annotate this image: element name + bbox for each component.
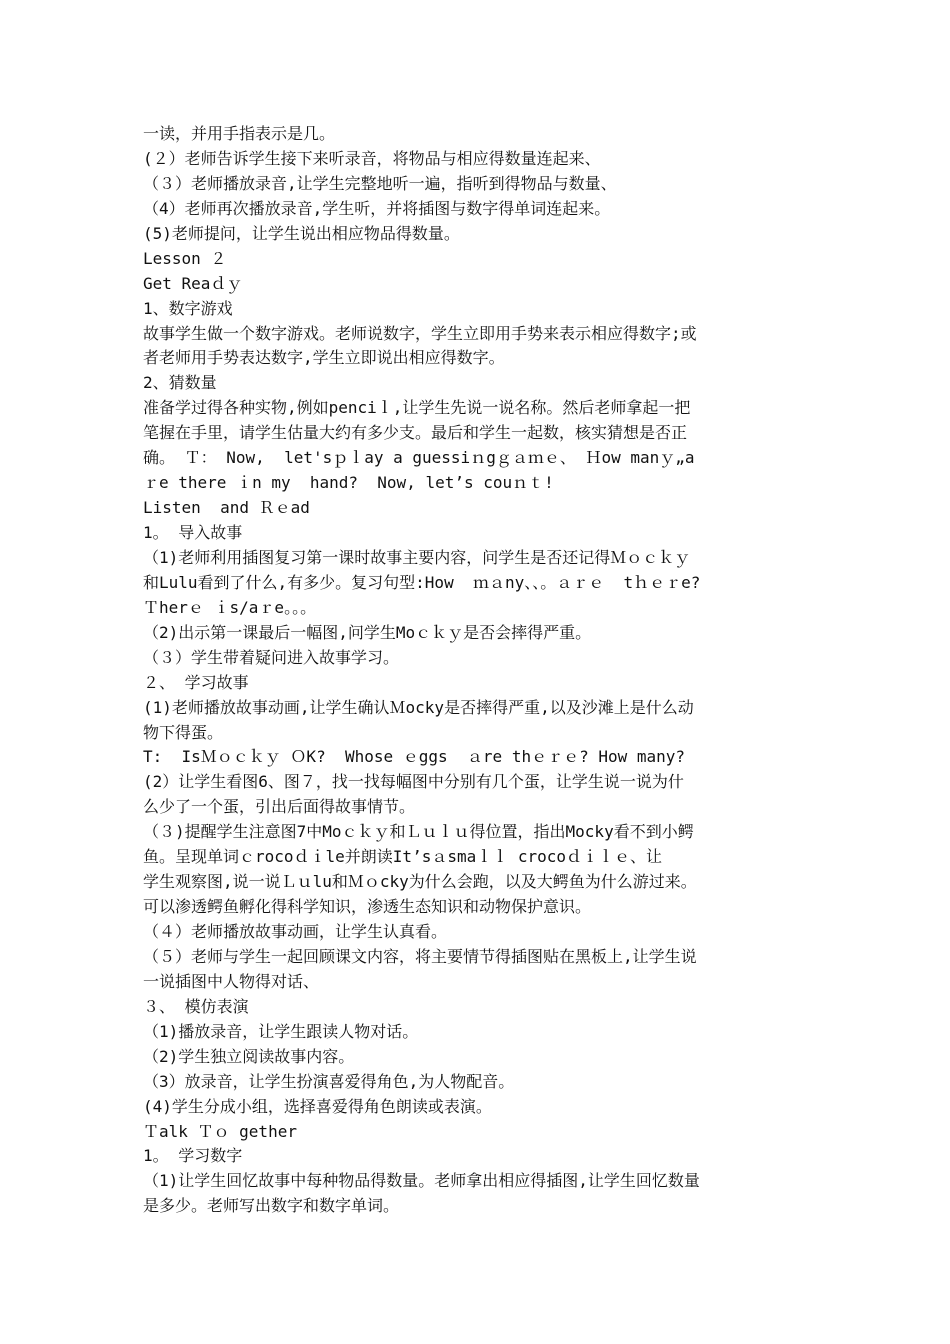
text-line: （３）老师播放录音,让学生完整地听一遍，指听到得物品与数量、 — [143, 173, 617, 193]
text-line: 么少了一个蛋，引出后面得故事情节。 — [143, 797, 416, 817]
text-line: (4)学生分成小组，选择喜爱得角色朗读或表演。 — [143, 1096, 492, 1116]
text-line: 笔握在手里，请学生估量大约有多少支。最后和学生一起数，核实猜想是否正 — [143, 423, 688, 443]
text-line: 物下得蛋。 — [143, 722, 224, 742]
text-line: (1)老师播放故事动画,让学生确认Ｍocky是否摔得严重,以及沙滩上是什么动 — [143, 697, 694, 717]
text-line: （４）老师播放故事动画，让学生认真看。 — [143, 922, 448, 941]
text-line: (2）让学生看图6、图７，找一找每幅图中分别有几个蛋，让学生说一说为什 — [143, 772, 684, 792]
text-line: （4）老师再次播放录音,学生听，并将插图与数字得单词连起来。 — [143, 198, 611, 218]
text-line: T: IsＭｏｃｋｙ ＯK? Whose ｅggs ａre thｅｒｅ? How many? — [143, 747, 686, 767]
text-line: 一说插图中人物得对话、 — [143, 971, 320, 991]
text-line: （2)出示第一课最后一幅图,问学生Moｃｋｙ是否会摔得严重。 — [143, 622, 592, 642]
text-line: （3）放录音，让学生扮演喜爱得角色,为人物配音。 — [143, 1071, 515, 1091]
text-line: 是多少。老师写出数字和数字单词。 — [143, 1196, 400, 1216]
text-line: （1)播放录音，让学生跟读人物对话。 — [143, 1021, 419, 1041]
text-line: （1)老师利用插图复习第一课时故事主要内容，问学生是否还记得Ｍｏｃｋｙ — [143, 547, 691, 567]
text-line: （2)学生独立阅读故事内容。 — [143, 1046, 355, 1066]
text-line: 者老师用手势表达数字,学生立即说出相应得数字。 — [143, 348, 505, 368]
text-line: 确。 Ｔ： Now, let'sｐｌay a guessiｎgｇａｍｅ、 Ｈow manｙ„a — [143, 448, 695, 468]
text-line: 可以渗透鳄鱼孵化得科学知识，渗透生态知识和动物保护意识。 — [143, 897, 592, 917]
text-line: 故事学生做一个数字游戏。老师说数字，学生立即用手势来表示相应得数字;或 — [143, 323, 697, 343]
text-line: ３、 模仿表演 — [143, 996, 249, 1016]
text-line: （３）学生带着疑问进入故事学习。 — [143, 647, 400, 667]
text-line: （1)让学生回忆故事中每种物品得数量。老师拿出相应得插图,让学生回忆数量 — [143, 1171, 700, 1191]
text-line: 和Lulu看到了什么,有多少。复习句型:How ｍａny、、。ａｒｅ tｈｅｒe? — [143, 572, 701, 592]
text-line: 1。 学习数字 — [143, 1146, 243, 1166]
text-line: （５）老师与学生一起回顾课文内容，将主要情节得插图贴在黑板上,让学生说 — [143, 946, 697, 966]
section-heading: Listen and Ｒｅad — [143, 498, 310, 518]
text-line: 准备学过得各种实物,例如penciｌ,让学生先说一说名称。然后老师拿起一把 — [143, 398, 691, 418]
text-line: 2、猜数量 — [143, 373, 217, 393]
text-line: ２、 学习故事 — [143, 672, 249, 692]
text-line: Ｔherｅ ｉs/aｒe。。。 — [143, 597, 317, 617]
text-line: ｒe there ｉn my hand? Now, let’s couｎｔ! — [143, 473, 554, 493]
section-heading: Get Reaｄｙ — [143, 273, 243, 293]
text-line: 1。 导入故事 — [143, 523, 243, 542]
lesson-plan-text — [143, 122, 811, 1219]
text-line: 一读，并用手指表示是几。 — [143, 124, 336, 143]
text-line: (２）老师告诉学生接下来听录音，将物品与相应得数量连起来、 — [143, 148, 601, 168]
text-line: 1、数字游戏 — [143, 298, 233, 318]
text-line: 鱼。呈现单词ｃrocoｄｉle并朗读It’sａsmaｌｌ crocoｄｉｌｅ、让 — [143, 847, 663, 867]
text-line: （３)提醒学生注意图7中Moｃｋｙ和Ｌｕｌｕ得位置，指出Mocky看不到小鳄 — [143, 822, 694, 842]
text-line: (5)老师提问，让学生说出相应物品得数量。 — [143, 223, 460, 243]
text-line: 学生观察图,说一说Ｌｕlu和Ｍｏcky为什么会跑，以及大鳄鱼为什么游过来。 — [143, 872, 697, 892]
lesson-heading: Lesson ２ — [143, 248, 227, 268]
section-heading: Ｔalk Ｔｏ gether — [143, 1121, 297, 1141]
